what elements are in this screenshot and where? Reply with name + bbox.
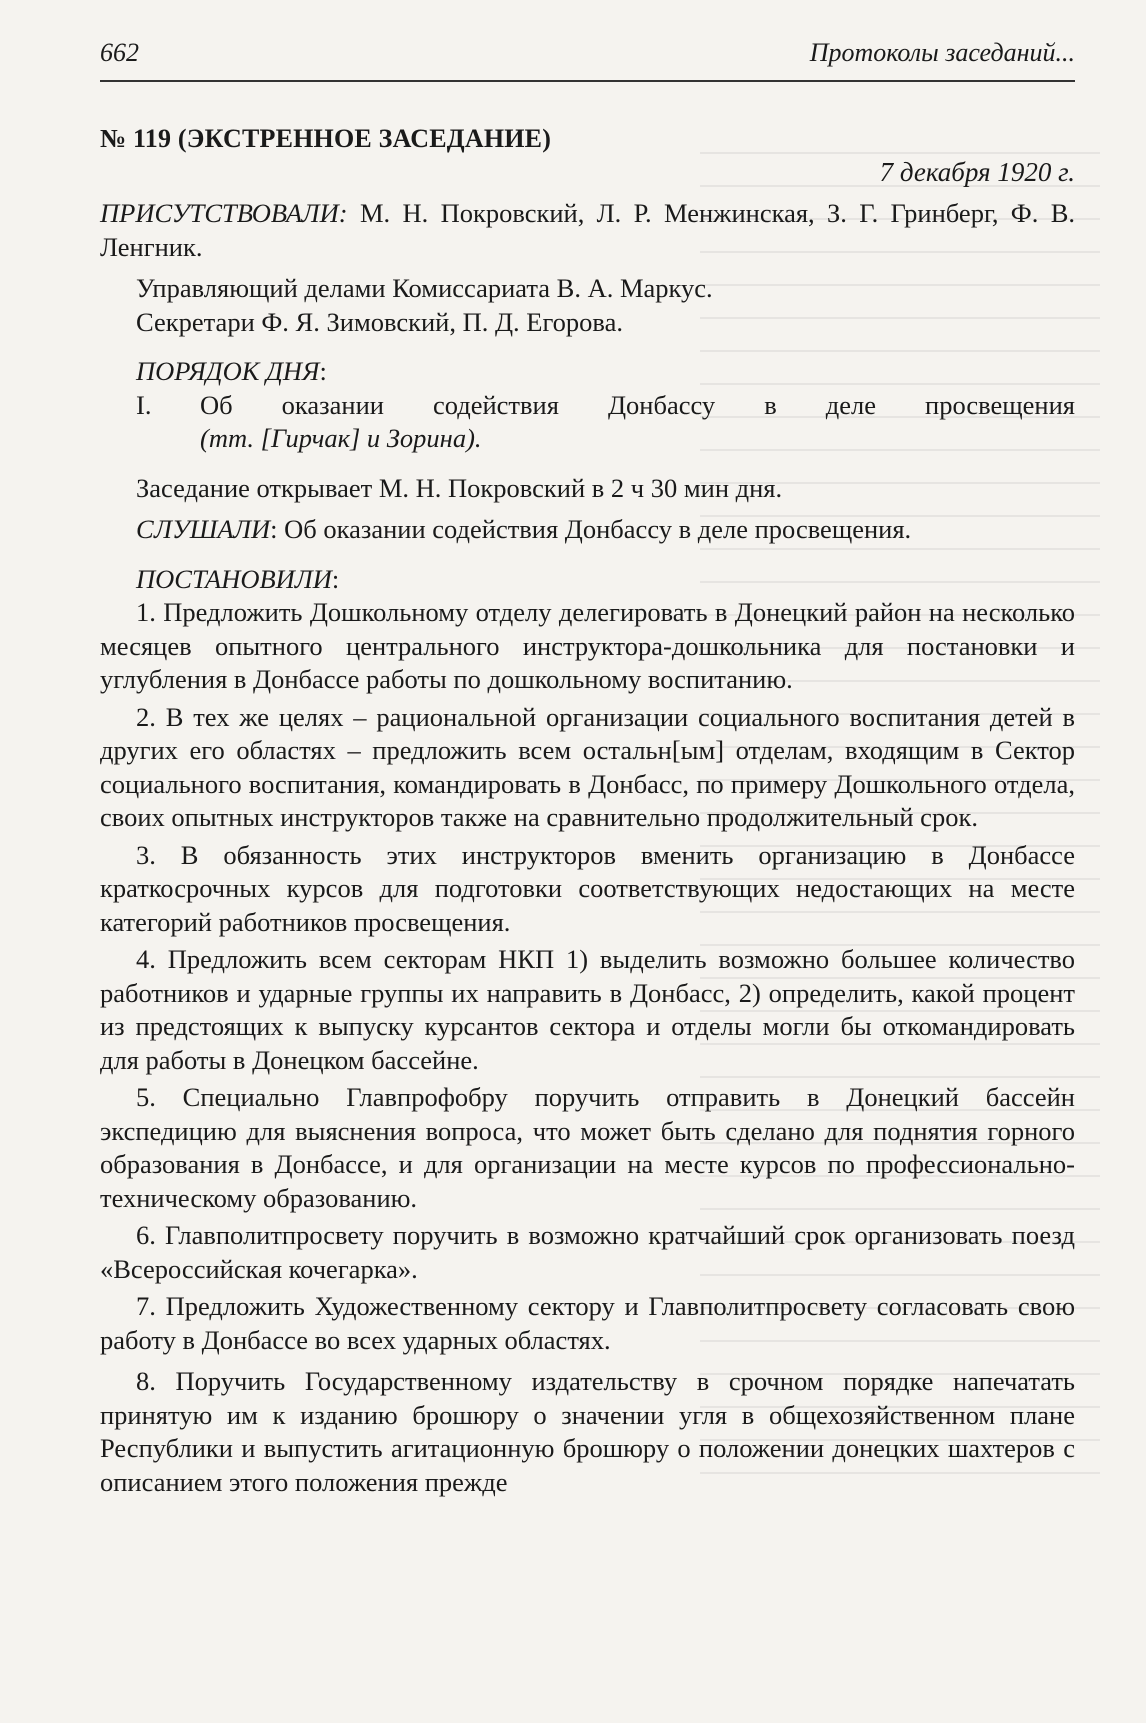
- resolution-item-7: 7. Предложить Художественному сектору и Главполитпросвету согласовать свою работу в Донбассе во всех ударных областях.: [100, 1291, 1075, 1355]
- resolution-item-4: 4. Предложить всем секторам НКП 1) выделить возможно большее количество работников и ударные группы их направить в Донбасс, 2) определить, какой процент из предстоящих к выпуску курсантов сектора и отделы могли бы откомандировать для работы в Донецком бассейне.: [100, 944, 1075, 1075]
- resolved-label: ПОСТАНОВИЛИ: [136, 563, 332, 594]
- resolution-item-5: 5. Специально Главпрофобру поручить отправить в Донецкий бассейн экспедицию для выяснения вопроса, что может быть сделано для поднятия горного образования в Донбассе, и для организации на месте курсов по профессионально-техническому образованию.: [100, 1082, 1075, 1213]
- agenda-item-text: Об оказании содействия Донбассу в деле просвещения: [200, 389, 1075, 420]
- secretaries-line: Секретари Ф. Я. Зимовский, П. Д. Егорова.: [136, 306, 623, 337]
- resolved-colon: :: [331, 563, 340, 594]
- attendees: [100, 197, 1075, 264]
- agenda-heading: [100, 355, 1075, 389]
- present-names: М. Н. Покровский, Л. Р. Менжинская, З. Г. Гринберг, Ф. В. Ленгник.: [100, 198, 1075, 262]
- header-rule: [100, 80, 1075, 82]
- agenda-colon: :: [319, 356, 327, 386]
- agenda-item: [100, 389, 1075, 423]
- page-number: 662: [100, 38, 139, 67]
- document-date: 7 декабря 1920 г.: [879, 156, 1075, 187]
- resolution-item-6: 6. Главполитпросвету поручить в возможно кратчайший срок организовать поезд «Всероссийская кочегарка».: [100, 1220, 1075, 1284]
- heard-line: [100, 513, 1075, 547]
- resolution-item-2: 2. В тех же целях – рациональной организации социального воспитания детей в других его областях – предложить всем остальн[ым] отделам, входящим в Сектор социального воспитания, командировать в Донбасс, по примеру Дошкольного отдела, своих опытных инструкторов также на сравнительно продолжительный срок.: [100, 701, 1075, 832]
- resolved-heading: [100, 563, 1075, 597]
- manager-line: Управляющий делами Комиссариата В. А. Маркус.: [136, 273, 713, 303]
- document-body: [100, 122, 1075, 1499]
- running-title: Протоколы заседаний...: [809, 38, 1075, 67]
- agenda-item-number: I.: [136, 389, 152, 420]
- opening-line: Заседание открывает М. Н. Покровский в 2 ч 30 мин дня.: [136, 472, 783, 503]
- resolution-item-8: 8. Поручить Государственному издательству в срочном порядке напечатать принятую им к изданию брошюру о значении угля в общехозяйственном плане Республики и выпустить агитационную брошюру о положении донецких шахтеров с описанием этого положения прежде: [100, 1366, 1075, 1497]
- agenda-label: ПОРЯДОК ДНЯ: [136, 356, 320, 386]
- running-head: [100, 38, 1075, 78]
- agenda-item-speakers: (тт. [Гирчак] и Зорина).: [200, 423, 482, 453]
- present-label: ПРИСУТСТВОВАЛИ:: [100, 198, 348, 228]
- resolution-item-3: 3. В обязанность этих инструкторов вменить организацию в Донбассе краткосрочных курсов для подготовки соответствующих недостающих на месте категорий работников просвещения.: [100, 839, 1075, 937]
- heard-text: : Об оказании содействия Донбассу в деле просвещения.: [270, 514, 912, 544]
- document-title: № 119 (ЭКСТРЕННОЕ ЗАСЕДАНИЕ): [100, 124, 552, 153]
- resolution-item-1: 1. Предложить Дошкольному отделу делегировать в Донецкий район на несколько месяцев опытного центрального инструктора-дошкольника для постановки и углубления в Донбассе работы по дошкольному воспитанию.: [100, 597, 1075, 694]
- heard-label: СЛУШАЛИ: [136, 514, 271, 544]
